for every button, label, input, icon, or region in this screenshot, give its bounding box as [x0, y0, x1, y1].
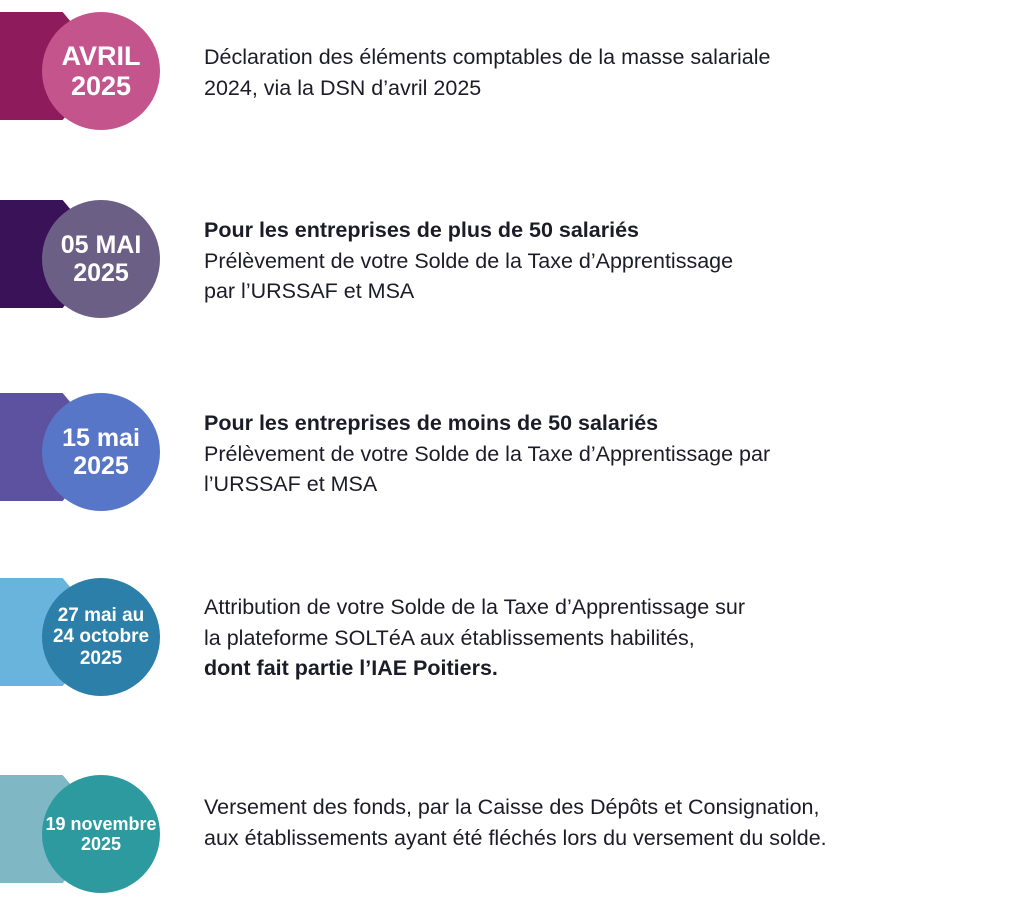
date-badge-line: 2025 — [73, 259, 129, 287]
step-description-line: l’URSSAF et MSA — [204, 472, 378, 497]
date-badge-line: 2025 — [73, 452, 129, 480]
date-badge-line: 2025 — [79, 647, 123, 669]
step-description-line: Prélèvement de votre Solde de la Taxe d’Apprentissage par — [204, 441, 771, 466]
step-description — [204, 592, 994, 684]
step-description — [204, 215, 994, 307]
date-badge-line: 2025 — [80, 834, 122, 854]
step-description — [204, 42, 994, 103]
step-description-line: Versement des fonds, par la Caisse des Dépôts et Consignation, — [204, 795, 820, 819]
step-description-line: Prélèvement de votre Solde de la Taxe d’Apprentissage — [204, 248, 734, 273]
date-badge-line: 15 mai — [62, 424, 140, 452]
date-badge — [42, 393, 160, 511]
step-description-line: dont fait partie l’IAE Poitiers. — [204, 656, 498, 681]
step-description-line: Déclaration des éléments comptables de la masse salariale — [204, 45, 771, 69]
step-description — [204, 408, 994, 500]
step-description-line: 2024, via la DSN d’avril 2025 — [204, 75, 482, 100]
date-badge — [42, 200, 160, 318]
date-badge — [42, 12, 160, 130]
step-description-line: la plateforme SOLTéA aux établissements habilités, — [204, 625, 695, 650]
step-description — [204, 792, 994, 853]
date-badge — [42, 775, 160, 893]
date-badge — [42, 578, 160, 696]
date-badge-line: 05 MAI — [60, 231, 142, 259]
date-badge-line: 19 novembre — [45, 813, 157, 834]
date-badge-line: 27 mai au — [57, 605, 145, 627]
step-description-line: aux établissements ayant été fléchés lors du versement du solde. — [204, 825, 827, 850]
step-description-line: Attribution de votre Solde de la Taxe d’Apprentissage sur — [204, 595, 746, 619]
date-badge-line: 2025 — [70, 71, 132, 101]
date-badge-line: AVRIL — [61, 40, 141, 71]
step-description-line: par l’URSSAF et MSA — [204, 279, 415, 304]
date-badge-line: 24 octobre — [52, 626, 150, 648]
step-description-line: Pour les entreprises de moins de 50 salariés — [204, 411, 659, 435]
step-description-line: Pour les entreprises de plus de 50 salariés — [204, 218, 639, 242]
